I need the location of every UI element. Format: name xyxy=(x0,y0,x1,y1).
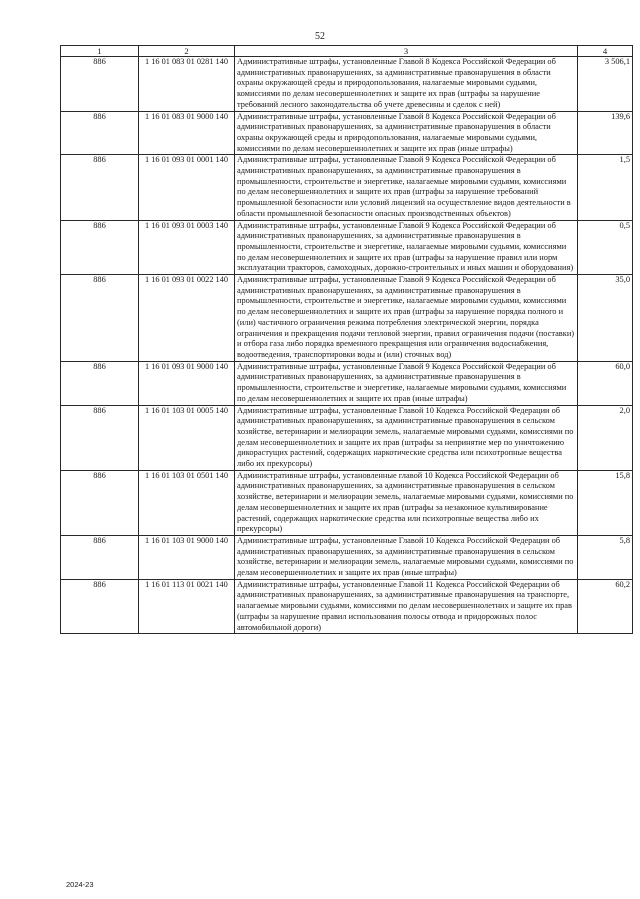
description-cell: Административные штрафы, установленные Главой 9 Кодекса Российской Федерации об административных правонарушениях, за административные правонарушения в промышленности, строительстве и энергетике, налагаемые мировыми судьями, комиссиями по делам несовершеннолетних и защите их прав (штрафы за нарушение порядка полного и (или) частичного ограничения режима потребления электрической энергии, порядка ограничения и прекращения подачи тепловой энергии, правил ограничения подачи (поставки) и отбора газа либо порядка временного прекращения или ограничения водоснабжения, водоотведения, транспортировки воды и (или) сточных вод) xyxy=(235,275,578,362)
description-cell: Административные штрафы, установленные главой 10 Кодекса Российской Федерации об административных правонарушениях, за административные правонарушения в сельском хозяйстве, ветеринарии и мелиорации земель, налагаемые мировыми судьями, комиссиями по делам несовершеннолетних и защите их прав (штрафы за незаконное культивирование растений, содержащих наркотические средства или психотропные вещества либо их прекурсоры) xyxy=(235,470,578,535)
budget-code-cell: 1 16 01 093 01 0003 140 xyxy=(139,220,235,275)
description-cell: Административные штрафы, установленные Главой 8 Кодекса Российской Федерации об административных правонарушениях, за административные правонарушения в области охраны окружающей среды и природопользования, налагаемые мировыми судьями, комиссиями по делам несовершеннолетних и защите их прав (штрафы за нарушение требований лесного законодательства об учете древесины и сделок с ней) xyxy=(235,57,578,112)
table-row xyxy=(61,405,633,470)
table-row xyxy=(61,111,633,155)
description-cell: Административные штрафы, установленные Главой 10 Кодекса Российской Федерации об административных правонарушениях, за административные правонарушения в сельском хозяйстве, ветеринарии и мелиорации земель, налагаемые мировыми судьями, комиссиями по делам несовершеннолетних и защите их прав (штрафы за непринятие мер по уничтожению дикорастущих растений, содержащих наркотические средства или психотропные вещества либо их прекурсоры) xyxy=(235,405,578,470)
amount-cell: 15,8 xyxy=(578,470,633,535)
amount-cell: 3 506,1 xyxy=(578,57,633,112)
budget-code-cell: 1 16 01 103 01 0005 140 xyxy=(139,405,235,470)
description-cell: Административные штрафы, установленные Главой 11 Кодекса Российской Федерации об административных правонарушениях, за административные правонарушения на транспорте, налагаемые мировыми судьями, комиссиями по делам несовершеннолетних и защите их прав (штрафы за нарушение правил использования полосы отвода и придорожных полос автомобильной дороги) xyxy=(235,579,578,634)
admin-code-cell: 886 xyxy=(61,470,139,535)
document-footer-code: 2024-23 xyxy=(66,880,94,889)
admin-code-cell: 886 xyxy=(61,275,139,362)
column-header-code: 2 xyxy=(139,46,235,57)
description-cell: Административные штрафы, установленные Главой 8 Кодекса Российской Федерации об административных правонарушениях, за административные правонарушения в области охраны окружающей среды и природопользования, налагаемые мировыми судьями, комиссиями по делам несовершеннолетних и защите их прав (иные штрафы) xyxy=(235,111,578,155)
table-row xyxy=(61,220,633,275)
description-cell: Административные штрафы, установленные Главой 10 Кодекса Российской Федерации об административных правонарушениях, за административные правонарушения в сельском хозяйстве, ветеринарии и мелиорации земель, налагаемые мировыми судьями, комиссиями по делам несовершеннолетних и защите их прав (иные штрафы) xyxy=(235,535,578,579)
budget-code-cell: 1 16 01 113 01 0021 140 xyxy=(139,579,235,634)
table-row xyxy=(61,155,633,220)
amount-cell: 139,6 xyxy=(578,111,633,155)
column-header-admin: 1 xyxy=(61,46,139,57)
admin-code-cell: 886 xyxy=(61,405,139,470)
table-row xyxy=(61,57,633,112)
amount-cell: 60,0 xyxy=(578,361,633,405)
amount-cell: 35,0 xyxy=(578,275,633,362)
budget-code-cell: 1 16 01 103 01 0501 140 xyxy=(139,470,235,535)
table-row xyxy=(61,470,633,535)
page-number: 52 xyxy=(315,31,325,42)
budget-code-cell: 1 16 01 093 01 9000 140 xyxy=(139,361,235,405)
budget-code-cell: 1 16 01 083 01 0281 140 xyxy=(139,57,235,112)
admin-code-cell: 886 xyxy=(61,57,139,112)
amount-cell: 60,2 xyxy=(578,579,633,634)
amount-cell: 5,8 xyxy=(578,535,633,579)
admin-code-cell: 886 xyxy=(61,111,139,155)
budget-code-cell: 1 16 01 093 01 0001 140 xyxy=(139,155,235,220)
admin-code-cell: 886 xyxy=(61,361,139,405)
budget-code-cell: 1 16 01 083 01 9000 140 xyxy=(139,111,235,155)
column-header-amount: 4 xyxy=(578,46,633,57)
description-cell: Административные штрафы, установленные Главой 9 Кодекса Российской Федерации об административных правонарушениях, за административные правонарушения в промышленности, строительстве и энергетике, налагаемые мировыми судьями, комиссиями по делам несовершеннолетних и защите их прав (иные штрафы) xyxy=(235,361,578,405)
table-row xyxy=(61,275,633,362)
description-cell: Административные штрафы, установленные Главой 9 Кодекса Российской Федерации об административных правонарушениях, за административные правонарушения в промышленности, строительстве и энергетике, налагаемые мировыми судьями, комиссиями по делам несовершеннолетних и защите их прав (штрафы за нарушение требований промышленной безопасности или условий лицензий на осуществление видов деятельности в области промышленной безопасности опасных производственных объектов) xyxy=(235,155,578,220)
table-row xyxy=(61,579,633,634)
admin-code-cell: 886 xyxy=(61,155,139,220)
table-row xyxy=(61,535,633,579)
table-row xyxy=(61,361,633,405)
amount-cell: 2,0 xyxy=(578,405,633,470)
amount-cell: 0,5 xyxy=(578,220,633,275)
amount-cell: 1,5 xyxy=(578,155,633,220)
budget-revenue-table xyxy=(60,45,633,634)
description-cell: Административные штрафы, установленные Главой 9 Кодекса Российской Федерации об административных правонарушениях, за административные правонарушения в промышленности, строительстве и энергетике, налагаемые мировыми судьями, комиссиями по делам несовершеннолетних и защите их прав (штрафы за нарушение правил или норм эксплуатации тракторов, самоходных, дорожно-строительных и иных машин и оборудования) xyxy=(235,220,578,275)
admin-code-cell: 886 xyxy=(61,579,139,634)
table-header-row xyxy=(61,46,633,57)
admin-code-cell: 886 xyxy=(61,535,139,579)
budget-code-cell: 1 16 01 103 01 9000 140 xyxy=(139,535,235,579)
column-header-description: 3 xyxy=(235,46,578,57)
budget-code-cell: 1 16 01 093 01 0022 140 xyxy=(139,275,235,362)
admin-code-cell: 886 xyxy=(61,220,139,275)
